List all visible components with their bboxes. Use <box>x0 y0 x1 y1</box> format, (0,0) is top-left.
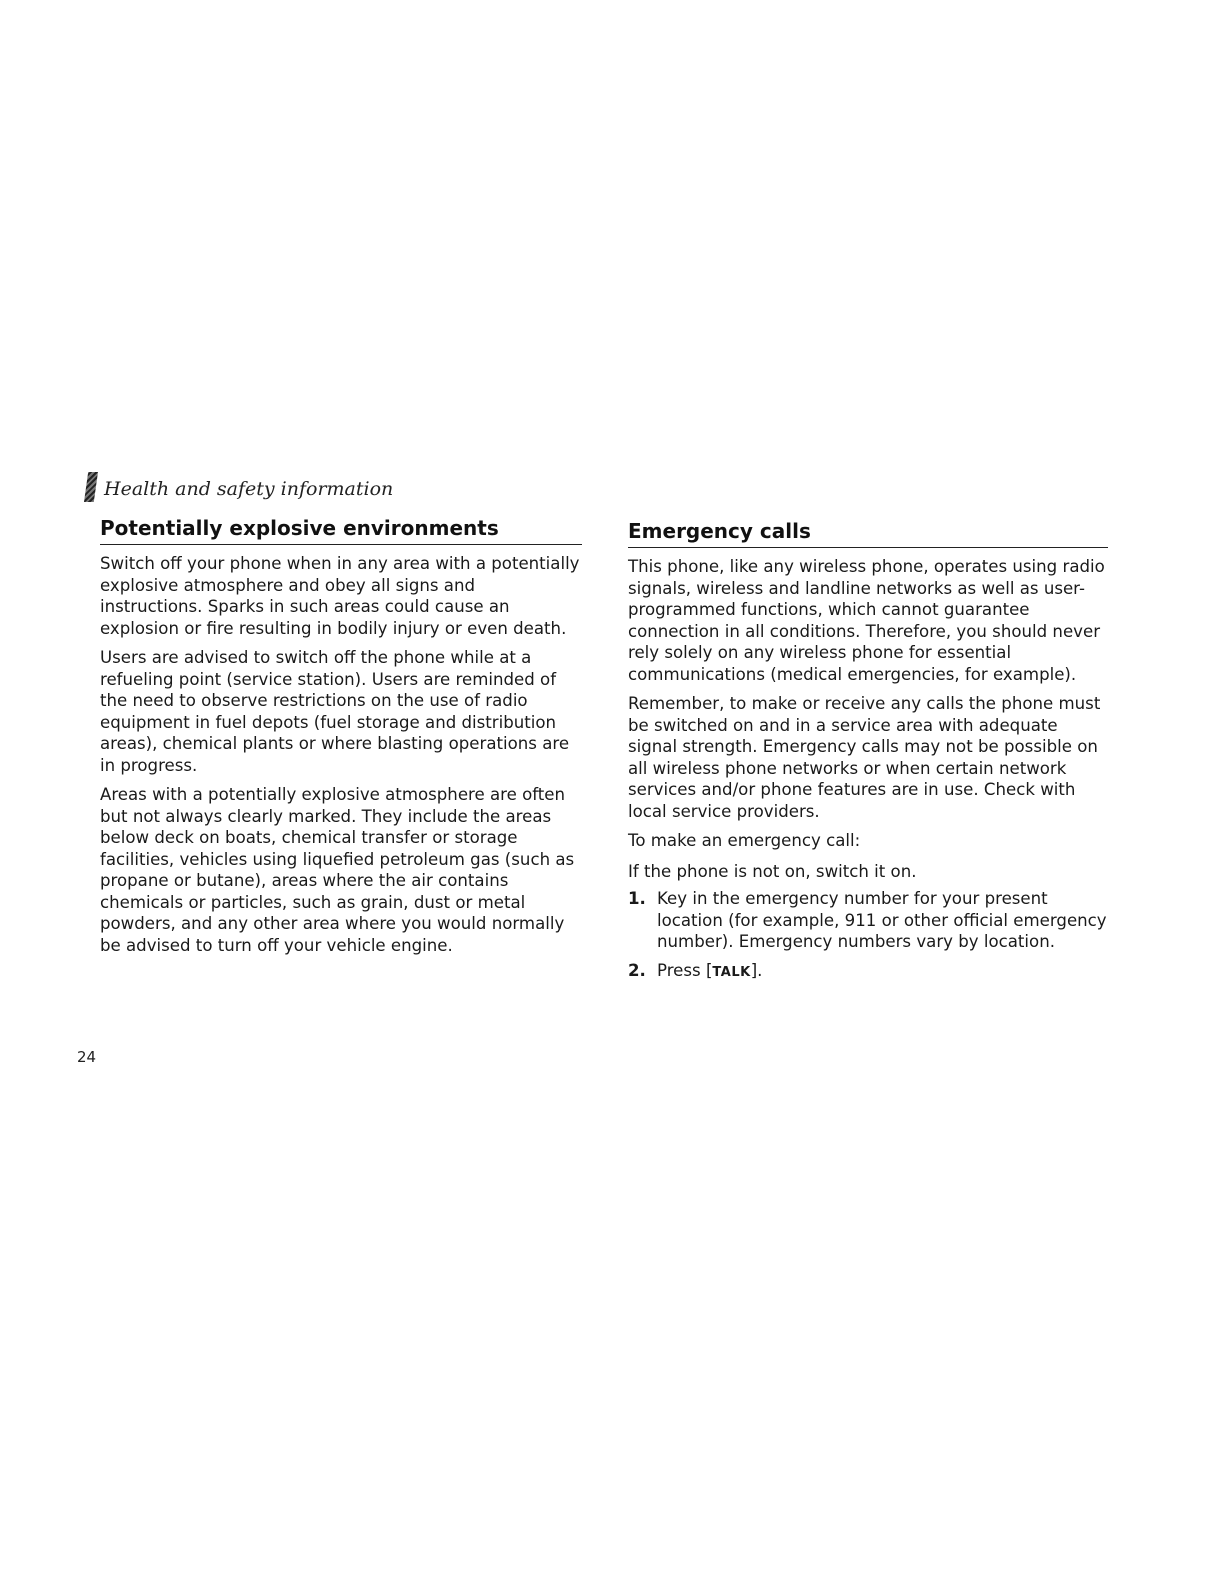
emergency-call-steps <box>628 888 1108 983</box>
step-prefix: Press [ <box>657 960 713 980</box>
step-number: 1. <box>628 889 646 908</box>
paragraph: Switch off your phone when in any area with a potentially explosive atmosphere and obey all signs and instructions. Sparks in such areas could cause an explosion or fire resulting in bodily injury or even death. <box>100 554 580 638</box>
talk-key-label: TALK <box>712 964 751 980</box>
running-header <box>84 472 393 502</box>
paragraph: To make an emergency call: <box>628 831 861 850</box>
step-text <box>657 960 1108 984</box>
right-column <box>628 519 1108 990</box>
paragraph: If the phone is not on, switch it on. <box>628 861 917 881</box>
running-header-title: Health and safety information <box>104 478 394 500</box>
list-item <box>628 960 1108 984</box>
paragraph: This phone, like any wireless phone, operates using radio signals, wireless and landline networks as well as user-programmed functions, which cannot guarantee connection in all conditions. Therefore, you should never rely solely on any wireless phone for essential communications (medical emergencies, for example). <box>628 557 1105 684</box>
step-text: Key in the emergency number for your present location (for example, 911 or other official emergency number). Emergency numbers vary by location. <box>657 889 1107 951</box>
left-column <box>100 516 582 964</box>
paragraph: Remember, to make or receive any calls the phone must be switched on and in a service area with adequate signal strength. Emergency calls may not be possible on all wireless phone networks or when certain network services and/or phone features are in use. Check with local service providers. <box>628 694 1101 821</box>
list-item <box>628 888 1108 953</box>
title-underline <box>100 544 582 545</box>
step-suffix: ]. <box>750 960 763 980</box>
step-number: 2. <box>628 960 646 980</box>
page-number: 24 <box>77 1048 97 1066</box>
paragraph: Areas with a potentially explosive atmosphere are often but not always clearly marked. They include the areas below deck on boats, chemical transfer or storage facilities, vehicles using liquefied petroleum gas (such as propane or butane), areas where the air contains chemicals or particles, such as grain, dust or metal powders, and any other area where you would normally be advised to turn off your vehicle engine. <box>100 785 575 955</box>
section-title-emergency-calls: Emergency calls <box>628 519 811 543</box>
section-marker-icon <box>84 472 98 502</box>
section-title-explosive-environments: Potentially explosive environments <box>100 516 499 540</box>
paragraph: Users are advised to switch off the phone while at a refueling point (service station). Users are reminded of the need to observe restrictions on the use of radio equipment in fuel depots (fuel storage and distribution areas), chemical plants or where blasting operations are in progress. <box>100 648 570 775</box>
title-underline <box>628 547 1108 548</box>
